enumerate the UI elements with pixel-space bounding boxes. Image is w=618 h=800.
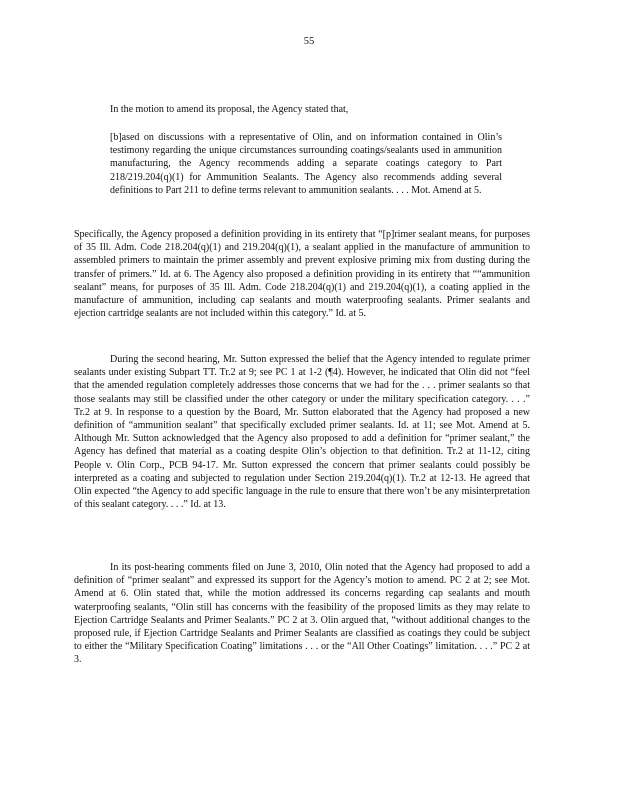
- paragraph-second-hearing: During the second hearing, Mr. Sutton expressed the belief that the Agency intended to regulate primer sealants under existing Subpart TT. Tr.2 at 9; see PC 1 at 1-2 (¶4). However, he indicated that Olin did not “feel that the amended regulation completely addresses those concerns that we had for the . . . primer sealants so that those sealants may still be classified under the other category or under the military specification category. . . .” Tr.2 at 9. In response to a question by the Board, Mr. Sutton elaborated that the Agency had proposed a new definition of “ammunition sealant” that specifically excluded primer sealants. Id. at 11; see Mot. Amend at 5. Although Mr. Sutton acknowledged that the Agency also proposed to add a definition for “primer sealant,” the Agency has defined that material as a coating despite Olin’s objection to that definition. Tr.2 at 11-12, citing People v. Olin Corp., PCB 94-17. Mr. Sutton expressed the concern that primer sealants could possibly be interpreted as a coating and subjected to regulation under Section 219.204(q)(1). Tr.2 at 12-13. He agreed that Olin expected “the Agency to add specific language in the rule to ensure that there won’t be any misinterpretation of this sealant category. . . .” Id. at 13.: [74, 354, 530, 511]
- paragraph-definitions: Specifically, the Agency proposed a definition providing in its entirety that “[p]rimer sealant means, for purposes of 35 Ill. Adm. Code 218.204(q)(1) and 219.204(q)(1), a sealant applied in the manufacture of ammunition to assembled primers to maintain the primer assembly and prevent explosive priming mix from dusting during the transfer of primers.” Id. at 6. The Agency also proposed a definition providing in its entirety that ““ammunition sealant” means, for purposes of 35 Ill. Adm. Code 218.204(q)(1) and 219.204(q)(1), a coating applied in the manufacture of ammunition, including cap sealants and mouth waterproofing sealants. Primer sealants and ejection cartridge sealants are not included within this category.” Id. at 5.: [74, 229, 530, 320]
- intro-paragraph: In the motion to amend its proposal, the Agency stated that,: [110, 104, 349, 115]
- block-quote: [b]ased on discussions with a representative of Olin, and on information contained in Olin’s testimony regarding the unique circumstances surrounding coatings/sealants used in ammunition manufacturing, the Agency recommends adding a separate coatings category to Part 218/219.204(q)(1) for Ammunition Sealants. The Agency also recommends adding several definitions to Part 211 to define terms relevant to ammunition sealants. . . . Mot. Amend at 5.: [110, 132, 502, 196]
- paragraph-post-hearing-comments: In its post-hearing comments filed on June 3, 2010, Olin noted that the Agency had proposed to add a definition of “primer sealant” and expressed its support for the Agency’s motion to amend. PC 2 at 2; see Mot. Amend at 6. Olin stated that, while the motion addressed its concerns regarding cap sealants and mouth waterproofing sealants, “Olin still has concerns with the feasibility of the proposed limits as they may relate to Ejection Cartridge Sealants and Primer Sealants.” PC 2 at 3. Olin argued that, “without additional changes to the proposed rule, if Ejection Cartridge Sealants and Primer Sealants are classified as coatings they could be subject to either the “Military Specification Coating” limitations . . . or the “All Other Coatings” limitation. . . .” PC 2 at 3.: [74, 562, 530, 666]
- page-number: 55: [303, 36, 315, 47]
